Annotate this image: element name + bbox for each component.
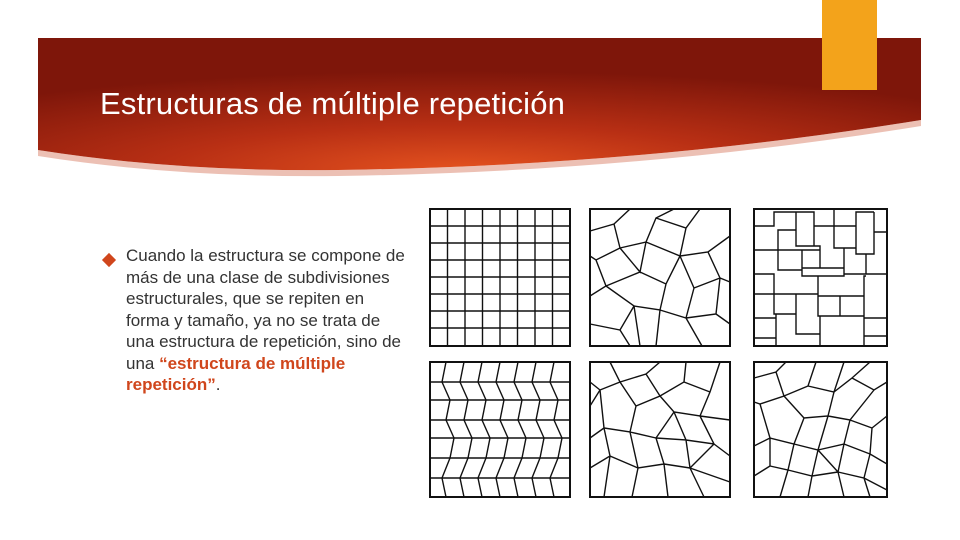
pattern-slanted-rows <box>430 362 570 497</box>
bullet-text-end: . <box>215 375 221 394</box>
tessellation-patterns-image <box>424 206 894 500</box>
pattern-square-grid <box>430 209 570 346</box>
bullet-text <box>126 245 411 396</box>
diamond-bullet-icon <box>102 253 116 267</box>
pattern-polygon-network <box>590 209 730 346</box>
slide-title: Estructuras de múltiple repetición <box>100 86 566 121</box>
pattern-squares-triangles <box>590 362 730 497</box>
bullet-text-main: Cuando la estructura se compone de más de una clase de subdivisiones estructurales, que se repiten en forma y tamaño, ya no se trata de una estructura de repetición, sino de una <box>126 246 405 373</box>
orange-accent-block <box>822 0 877 90</box>
pattern-triangle-network <box>754 362 887 497</box>
pattern-offset-squares <box>754 209 887 346</box>
bullet-text-highlight: “estructura de múltiple repetición” <box>126 353 346 394</box>
